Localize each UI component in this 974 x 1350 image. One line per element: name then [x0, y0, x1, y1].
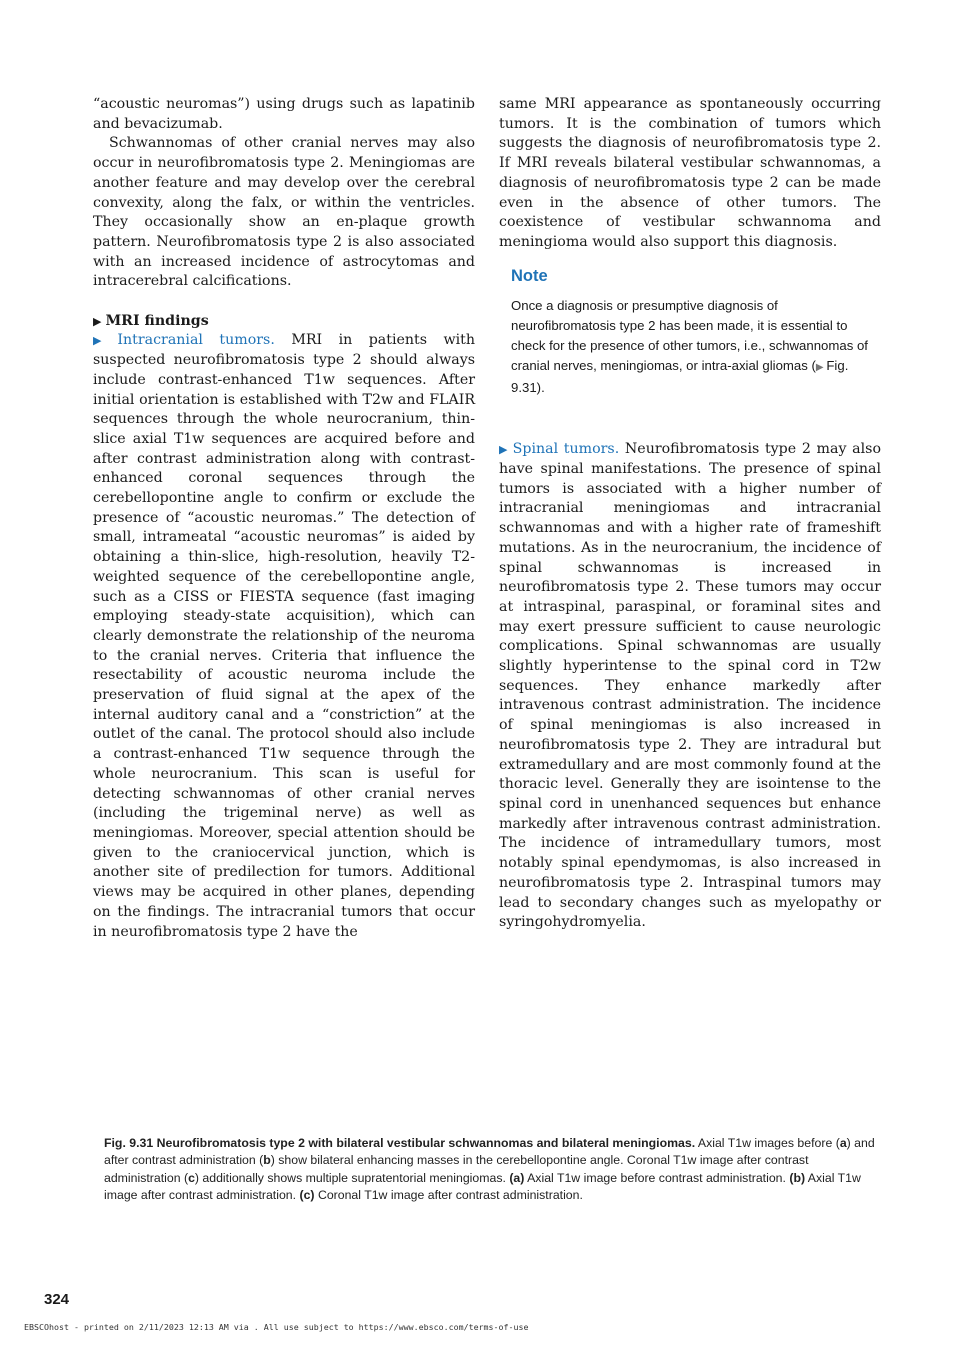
figure-label: Fig. 9.31 — [104, 1136, 154, 1150]
right-column — [499, 95, 881, 933]
triangle-bullet-icon: ▶ — [93, 334, 114, 348]
note-title: Note — [511, 266, 548, 285]
runin-heading: Intracranial tumors. — [117, 332, 275, 349]
triangle-bullet-icon: ▶ — [93, 314, 102, 328]
paragraph: same MRI appearance as spontaneously occurring tumors. It is the combination of tumors which suggests the diagnosis of neurofibromatosis type 2. If MRI reveals bilateral vestibular schwannomas, a diagnosis of neurofibromatosis type 2 can be made even in the absence of other tumors. The coexistence of vestibular schwannoma and meningioma would also support this diagnosis. — [499, 96, 881, 250]
caption-title: Neurofibromatosis type 2 with bilateral vestibular schwannomas and bilateral meningiomas. — [156, 1136, 696, 1150]
triangle-bullet-icon: ▶ — [499, 443, 509, 457]
page-number: 324 — [44, 1291, 70, 1308]
left-column — [93, 95, 475, 942]
paragraph: ▶ Spinal tumors. Neurofibromatosis type 2 may also have spinal manifestations. The presence of spinal tumors is associated with a higher number of intracranial meningiomas and intracranial schwannomas and with a higher rate of frameshift mutations. As in the neurocranium, the incidence of spinal schwannomas is increased in neurofibromatosis type 2. These tumors may occur at intraspinal, paraspinal, or foraminal sites and may exert pressure sufficient to cause neurologic complications. Spinal schwannomas are usually slightly hyperintense to the spinal cord in T2w sequences. They enhance markedly after intravenous contrast administration. The incidence of spinal meningiomas is also increased in neurofibromatosis type 2. They are intradural but extramedullary and are most commonly found at the thoracic level. Generally they are isointense to the spinal cord in unenhanced sequences but enhance markedly after intravenous contrast administration. The incidence of intramedullary tumors, most notably spinal ependymomas, is also increased in neurofibromatosis type 2. Intraspinal tumors may lead to secondary changes such as myelopathy or syringohydromyelia. — [499, 441, 881, 931]
figure-reference-link[interactable]: Fig. 9.31 — [511, 358, 849, 396]
paragraph: ▶ Intracranial tumors. MRI in patients with suspected neurofibromatosis type 2 should always include contrast-enhanced T1w sequences. After initial orientation is established with T2w and FLAIR sequences through the whole neurocranium, thin-slice axial T1w sequences are acquired before and after contrast administration along with contrast-enhanced coronal sequences through the cerebellopontine angle to confirm or exclude the presence of “acoustic neuromas.” The detection of small, intrameatal “acoustic neuromas” is aided by obtaining a thin-slice, high-resolution, heavily T2-weighted sequence of the cerebellopontine angle, such as a CISS or FIESTA sequence (fast imaging employing steady-state acquisition), which can clearly demonstrate the relationship of the neuroma to the cranial nerves. Criteria that influence the resectability of acoustic neuroma include the preservation of fluid signal at the apex of the internal auditory canal and a “constriction” at the outlet of the canal. The protocol should also include a contrast-enhanced T1w sequence through the whole neurocranium. This scan is useful for detecting schwannomas of other cranial nerves (including the trigeminal nerve) as well as meningiomas. Moreover, special attention should be given to the craniocervical junction, which is another site of predilection for tumors. Additional views may be acquired in other planes, depending on the findings. The intracranial tumors that occur in neurofibromatosis type 2 have the — [93, 332, 475, 940]
section-heading: ▶ MRI findings — [93, 312, 209, 329]
figure-caption: Fig. 9.31 Neurofibromatosis type 2 with bilateral vestibular schwannomas and bilateral meningiomas. Axial T1w images before (a) and after contrast administration (b) show bilateral enhancing masses in the cerebellopontine angle. Coronal T1w image after contrast administration (c) additionally shows multiple supratentorial meningiomas. (a) Axial T1w image before contrast administration. (b) Axial T1w image after contrast administration. (c) Coronal T1w image after contrast administration. — [104, 1136, 875, 1203]
footer-notice: EBSCOhost - printed on 2/11/2023 12:13 AM via . All use subject to https://www.ebsco.com/terms-of-use — [24, 1322, 529, 1332]
paragraph: “acoustic neuromas”) using drugs such as lapatinib and bevacizumab. — [93, 96, 475, 132]
cross-reference-arrow-icon: ▶ — [815, 362, 827, 374]
note-box — [499, 267, 881, 399]
paragraph: Schwannomas of other cranial nerves may also occur in neurofibromatosis type 2. Meningiomas are another feature and may develop over the cerebral convexity, along the falx, or within the ventricles. They occasionally show an en-plaque growth pattern. Neurofibromatosis type 2 is also associated with an increased incidence of astrocytomas and intracerebral calcifications. — [93, 135, 475, 290]
runin-heading: Spinal tumors. — [512, 441, 620, 458]
note-body: Once a diagnosis or presumptive diagnosis of neurofibromatosis type 2 has been made, it is essential to check for the presence of other tumors, i.e., schwannomas of cranial nerves, meningiomas, or intra-axial gliomas (▶ Fig. 9.31). — [511, 298, 868, 396]
